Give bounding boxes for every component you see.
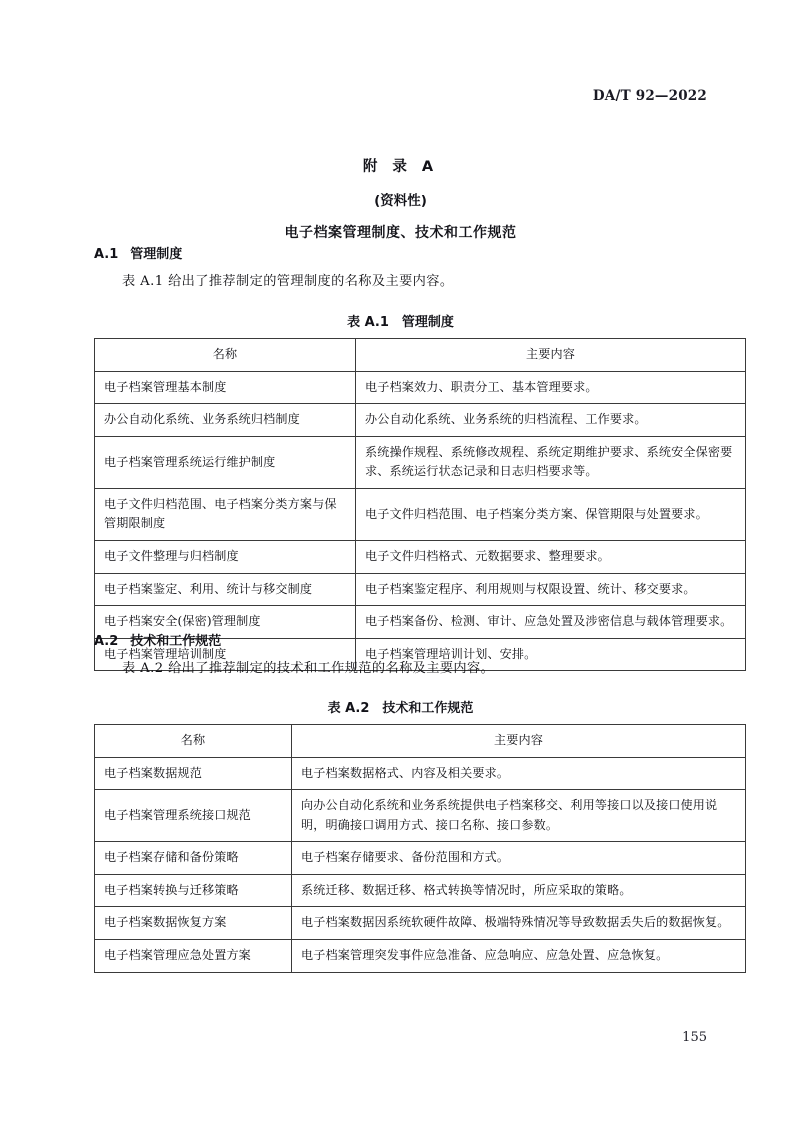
table-a1-cell-name: 电子档案管理培训制度 [95,638,356,671]
table-a2-col-content: 主要内容 [292,725,746,758]
table-a2-caption [94,697,707,716]
table-a1-cell-content: 办公自动化系统、业务系统的归档流程、工作要求。 [356,404,746,437]
table-row [95,371,746,404]
page-number: 155 [682,1030,707,1045]
annex-kind: (资料性) [374,193,427,209]
section-a1-heading-row [94,243,707,262]
section-a2-title: 技术和工作规范 [130,634,222,649]
table-a1-cell-name: 电子档案安全(保密)管理制度 [95,606,356,639]
table-a2-cell-content: 电子档案管理突发事件应急准备、应急响应、应急处置、应急恢复。 [292,940,746,973]
table-a1-cell-name: 办公自动化系统、业务系统归档制度 [95,404,356,437]
table-a2-header-row [95,725,746,758]
table-a1-cell-content: 电子档案效力、职责分工、基本管理要求。 [356,371,746,404]
table-a1 [94,338,746,671]
table-a1-caption-title: 管理制度 [401,315,454,330]
table-a2-cell-name: 电子档案数据规范 [95,757,292,790]
table-a2-cell-content: 系统迁移、数据迁移、格式转换等情况时，所应采取的策略。 [292,874,746,907]
table-row [95,541,746,574]
table-a1-cell-content: 系统操作规程、系统修改规程、系统定期维护要求、系统安全保密要求、系统运行状态记录和日志归档要求等。 [356,436,746,488]
table-a2-col-name: 名称 [95,725,292,758]
section-a2-heading [94,630,707,649]
annex-title-block [94,155,707,242]
section-a2-intro-row [94,659,707,679]
table-row [95,488,746,540]
table-a1-col-name: 名称 [95,339,356,372]
table-a2-cell-content: 向办公自动化系统和业务系统提供电子档案移交、利用等接口以及接口使用说明，明确接口调用方式、接口名称、接口参数。 [292,790,746,842]
table-row [95,436,746,488]
table-a2-cell-name: 电子档案转换与迁移策略 [95,874,292,907]
section-a1-number: A.1 [94,247,119,262]
table-a2-cell-content: 电子档案数据因系统软硬件故障、极端特殊情况等导致数据丢失后的数据恢复。 [292,907,746,940]
table-row [95,573,746,606]
table-a2-caption-title: 技术和工作规范 [382,701,474,716]
table-row [95,757,746,790]
section-a1-intro-row [94,272,707,292]
section-a2-intro: 表 A.2 给出了推荐制定的技术和工作规范的名称及主要内容。 [122,661,495,676]
table-row [95,940,746,973]
table-a2 [94,724,746,973]
table-a2-cell-name: 电子档案管理应急处置方案 [95,940,292,973]
section-a1-intro: 表 A.1 给出了推荐制定的管理制度的名称及主要内容。 [122,274,454,289]
table-a1-cell-name: 电子档案管理系统运行维护制度 [95,436,356,488]
table-a2-caption-number: 表 A.2 [327,701,370,716]
annex-label: 附 录 A [362,159,439,175]
table-a1-caption-number: 表 A.1 [347,315,389,330]
table-a1-caption [94,311,707,330]
section-a1-heading [94,243,707,262]
table-row [95,907,746,940]
table-a1-header-row [95,339,746,372]
table-row [95,874,746,907]
table-a2-cell-content: 电子档案存储要求、备份范围和方式。 [292,842,746,875]
table-row [95,404,746,437]
table-row [95,842,746,875]
table-a1-cell-content: 电子文件归档范围、电子档案分类方案、保管期限与处置要求。 [356,488,746,540]
section-a2-number: A.2 [94,634,119,649]
table-a1-cell-content: 电子档案鉴定程序、利用规则与权限设置、统计、移交要求。 [356,573,746,606]
table-a1-cell-name: 电子文件整理与归档制度 [95,541,356,574]
table-a1-body [95,371,746,671]
annex-title: 电子档案管理制度、技术和工作规范 [284,225,517,241]
table-a2-body [95,757,746,972]
table-a1-cell-name: 电子档案管理基本制度 [95,371,356,404]
table-a1-cell-name: 电子档案鉴定、利用、统计与移交制度 [95,573,356,606]
table-a2-cell-name: 电子档案管理系统接口规范 [95,790,292,842]
table-row [95,790,746,842]
section-a2-heading-row [94,630,707,649]
table-a1-cell-content: 电子档案管理培训计划、安排。 [356,638,746,671]
table-a1-head [95,339,746,372]
table-a1-cell-content: 电子档案备份、检测、审计、应急处置及涉密信息与载体管理要求。 [356,606,746,639]
table-a1-col-content: 主要内容 [356,339,746,372]
table-a2-head [95,725,746,758]
table-a1-cell-content: 电子文件归档格式、元数据要求、整理要求。 [356,541,746,574]
running-header-standard-number: DA/T 92—2022 [592,88,707,104]
table-a2-cell-content: 电子档案数据格式、内容及相关要求。 [292,757,746,790]
section-a1-title: 管理制度 [130,247,183,262]
table-a2-cell-name: 电子档案存储和备份策略 [95,842,292,875]
table-a1-cell-name: 电子文件归档范围、电子档案分类方案与保管期限制度 [95,488,356,540]
table-a2-cell-name: 电子档案数据恢复方案 [95,907,292,940]
